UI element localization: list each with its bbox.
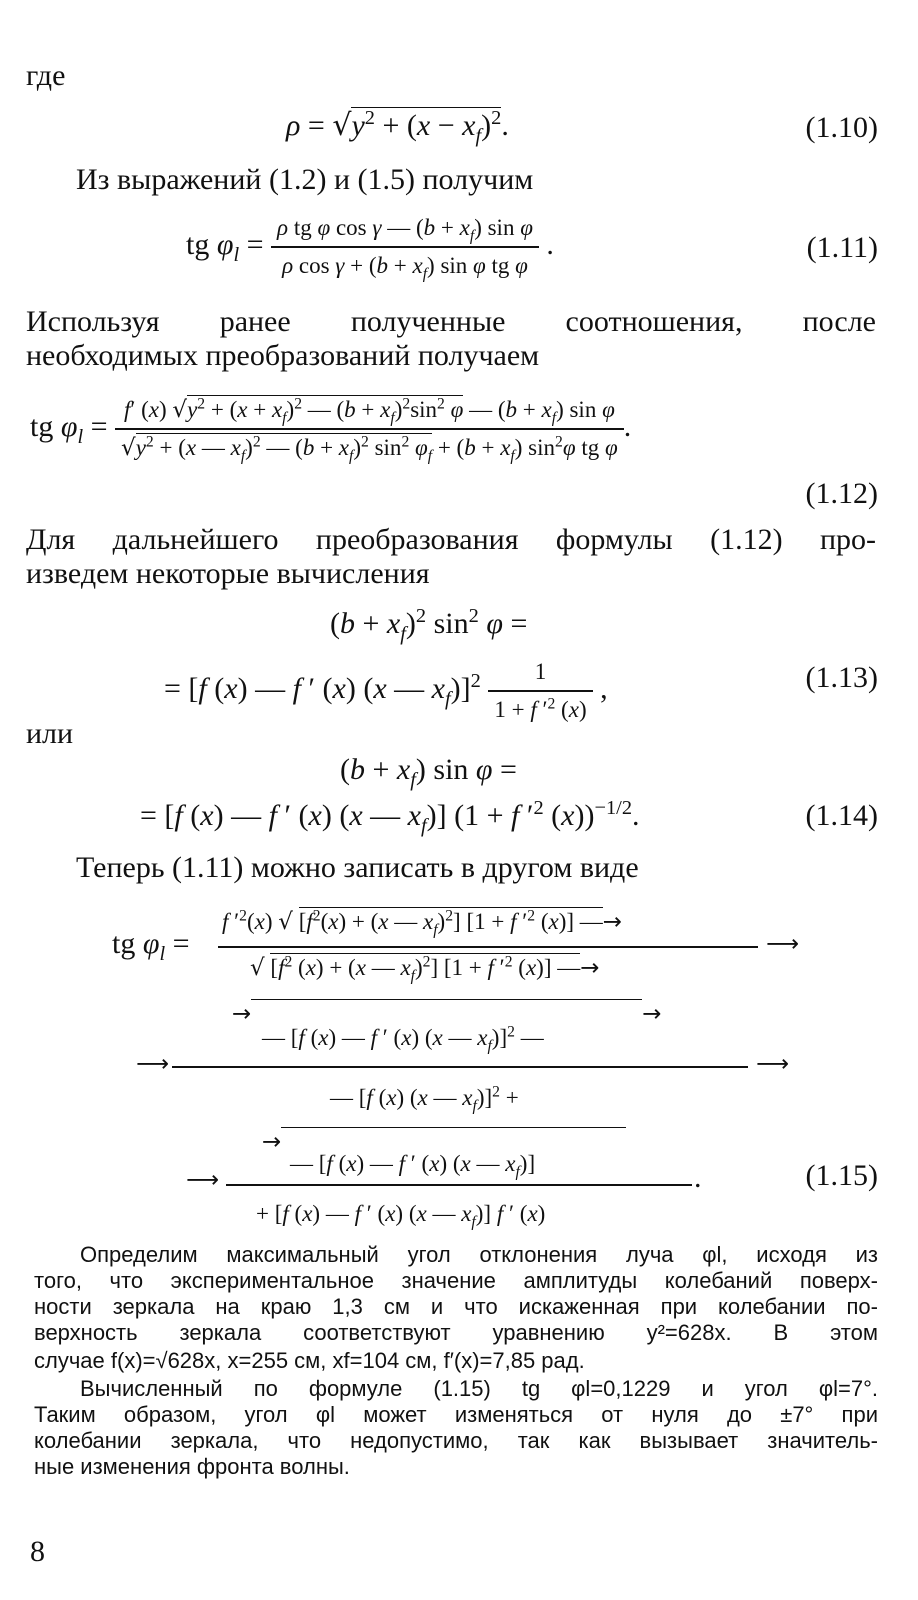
equation-number-1-13: (1.13) bbox=[805, 661, 878, 694]
equation-number-1-10: (1.10) bbox=[805, 111, 878, 144]
equation-1-11: tg $\varphi_l$ = $\frac{\rho tg \varphi \cos \gamma — (b + x_f) \sin \varphi}{\rho \cos \gamma + (b + x_f) \sin \varphi tg \varphi}$ . bbox=[186, 210, 554, 284]
small-paragraph-1-line5: случае f(x)=√628x, x=255 см, xf=104 см, f′(x)=7,85 рад. bbox=[34, 1348, 585, 1373]
equation-number-1-15: (1.15) bbox=[805, 1159, 878, 1192]
paragraph-using-line2: необходимых преобразований получаем bbox=[26, 339, 540, 372]
equation-number-1-12: (1.12) bbox=[805, 477, 878, 510]
page-number: 8 bbox=[30, 1535, 45, 1568]
equation-1-13-line1: $(b + x_f)^2$ $\sin^2 \varphi$ = bbox=[330, 605, 528, 645]
paragraph-further-line1: Для дальнейшего преобразования формулы (1.12) про- bbox=[26, 523, 876, 556]
book-page: где $\rho = √y^2 + (x - x_f)^2$. (1.10) Из выражений (1.2) и (1.5) получим tg $\varphi_l$ = $\frac{\rho tg \varphi \cos \gamma — (b + x_f) \sin \varphi}{\rho \cos \gamma + (b + x_f) \sin \varphi tg \varphi}$ . (1.11) Используя ранее полученные соотношения, после необходимых преобразований получаем tg $\varphi_l$ = $\frac{f' (x) √y^2 + (x + x_f)^2 — (b + x_f)^2\sin^2 \varphi — (b + x_f) \sin \varphi}{√y^2 + (x — x_f)^2 — (b + x_f)^2 \sin^2 \varphi_f + (b + x_f) \sin^2\varphi tg \varphi}$ . (1.12) Для дальнейшего преобразования формулы (1.12) про- изведем некоторые вычисления $(b + x_f)^2$ $\sin^2 \varphi$ = = [f (x) — f ′ (x) (x — $x_f)]^2$ $\frac{1}{1 + f '^2 (x)}$ , (1.13) или $(b + x_f)$ sin φ = = [f (x) — f ′ (x) (x — $x_f$)] (1 + f $'^2$ (x))$^{-1/2}$. (1.14) Теперь (1.11) можно записать в другом виде tg $\varphi_l$ = f $'^2(x)$ √ [$f^2(x) + (x$ — $x_f)^2$] [1 + f $'^2$ (x)] —→ ⟶ √ [$f^2$ (x) + (x — $x_f)^2$] [1 + f $'^2$ (x)] —→ → → — [f (x) — f ′ (x) (x — $x_f)]^2$ — ⟶ ⟶ — [f (x) (x — $x_f)]^2$ + → — [f (x) — f ′ (x) (x — $x_f$)] ⟶ . + [f (x) — f ′ (x) (x — $x_f$)] f ′ (x) (1.15) Определим максимальный угол отклонения луча φl, исходя из того, что экспериментальное значение амплитуды колебаний поверх- ности зеркала на краю 1,3 см и что искаженная при колебании по- верхность зеркала соответствуют уравнению y²=628x. В этом случае f(x)=√628x, x=255 см, xf=104 см, f′(x)=7,85 рад. Вычисленный по формуле (1.15) tg φl=0,1229 и угол φl=7°. Таким образом, угол φl может изменяться от нуля до ±7° при колебании зеркала, что недопустимо, так как вызывает значитель- ные изменения фронта волны. 8 bbox=[26, 59, 878, 1568]
paragraph-further-line2: изведем некоторые вычисления bbox=[26, 557, 430, 590]
small-paragraph-1-line1: Определим максимальный угол отклонения луча φl, исходя из bbox=[80, 1242, 878, 1267]
or-word: или bbox=[26, 717, 74, 750]
small-paragraph-1-line4: верхность зеркала соответствуют уравнению y²=628x. В этом bbox=[34, 1320, 878, 1345]
small-paragraph-1-line3: ности зеркала на краю 1,3 см и что искаженная при колебании по- bbox=[34, 1294, 878, 1319]
equation-1-14-line1: $(b + x_f)$ sin φ = bbox=[340, 753, 517, 791]
equation-1-10: $\rho = √y^2 + (x - x_f)^2$. bbox=[286, 107, 509, 147]
paragraph-from-expressions: Из выражений (1.2) и (1.5) получим bbox=[76, 163, 534, 196]
equation-1-14-line2: = [f (x) — f ′ (x) (x — $x_f$)] (1 + f $'^2$ (x))$^{-1/2}$. bbox=[140, 797, 640, 837]
small-paragraph-1-line2: того, что экспериментальное значение амплитуды колебаний поверх- bbox=[34, 1268, 878, 1293]
where-word: где bbox=[26, 59, 66, 92]
paragraph-using-line1: Используя ранее полученные соотношения, после bbox=[26, 305, 876, 338]
small-paragraph-2-line3: колебании зеркала, что недопустимо, так как вызывает значитель- bbox=[34, 1428, 878, 1453]
small-paragraph-2-line1: Вычисленный по формуле (1.15) tg φl=0,1229 и угол φl=7°. bbox=[80, 1376, 878, 1401]
equation-number-1-11: (1.11) bbox=[806, 231, 878, 264]
small-paragraph-2-line4: ные изменения фронта волны. bbox=[34, 1454, 350, 1479]
equation-number-1-14: (1.14) bbox=[805, 799, 878, 832]
paragraph-now: Теперь (1.11) можно записать в другом виде bbox=[76, 851, 639, 884]
small-paragraph-2-line2: Таким образом, угол φl может изменяться от нуля до ±7° при bbox=[34, 1402, 878, 1427]
equation-1-13-line2: = [f (x) — f ′ (x) (x — $x_f)]^2$ $\frac{1}{1 + f '^2 (x)}$ , bbox=[164, 654, 608, 728]
equation-1-12: tg $\varphi_l$ = $\frac{f' (x) √y^2 + (x + x_f)^2 — (b + x_f)^2\sin^2 \varphi — (b + x_f) \sin \varphi}{√y^2 + (x — x_f)^2 — (b + x_f)^2 \sin^2 \varphi_f + (b + x_f) \sin^2\varphi tg \varphi}$ . bbox=[30, 392, 631, 466]
